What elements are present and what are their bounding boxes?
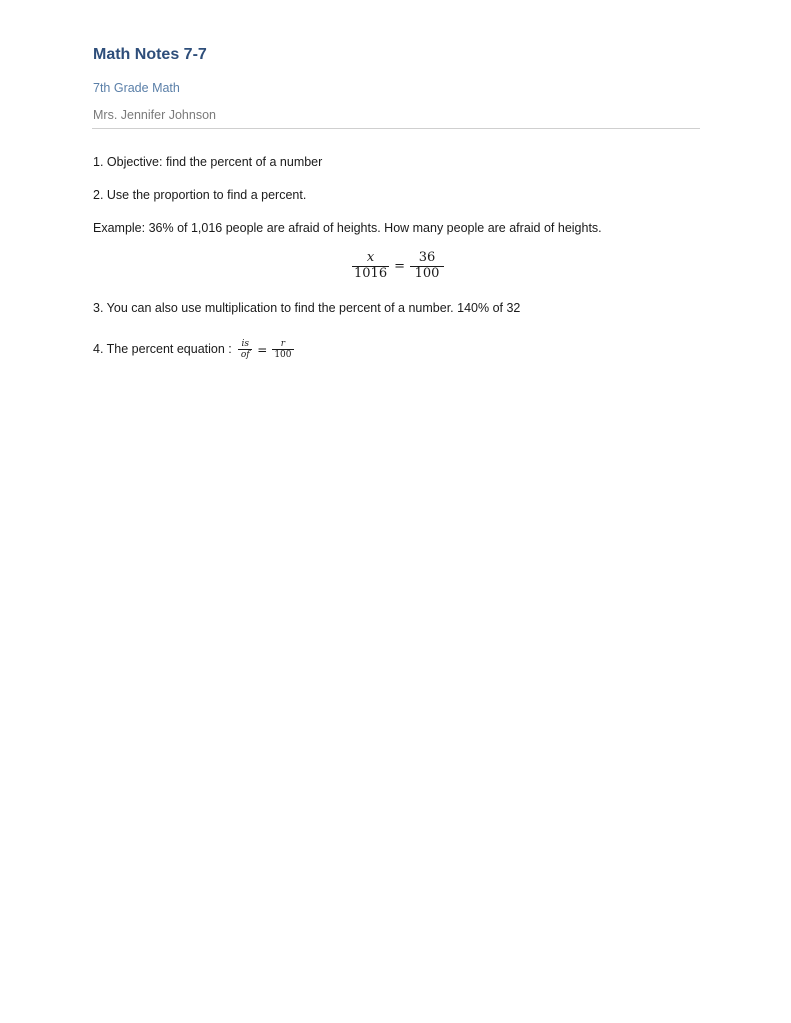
right-fraction — [410, 251, 444, 282]
left-fraction — [352, 251, 389, 282]
of-denominator: of — [240, 350, 250, 361]
right-numerator: 36 — [418, 250, 436, 265]
r-numerator: r — [280, 339, 286, 349]
document-subtitle: 7th Grade Math — [93, 81, 180, 95]
note-objective: 1. Objective: find the percent of a number — [93, 155, 323, 169]
note-example: Example: 36% of 1,016 people are afraid of heights. How many people are afraid of heights. — [93, 221, 602, 235]
is-numerator: is — [241, 339, 249, 349]
r-fraction — [272, 339, 293, 361]
percent-equation — [238, 339, 293, 361]
document-title: Math Notes 7-7 — [93, 46, 207, 63]
hundred-denominator: 100 — [274, 350, 292, 361]
equals-sign: = — [257, 342, 268, 357]
percent-equation-label: 4. The percent equation : — [93, 342, 232, 357]
proportion-equation — [352, 251, 444, 282]
note-percent-equation — [93, 339, 294, 361]
left-numerator: x — [366, 250, 375, 265]
left-denominator: 1016 — [354, 265, 388, 281]
is-of-fraction — [238, 339, 252, 361]
header-divider — [92, 128, 700, 129]
document-author: Mrs. Jennifer Johnson — [93, 108, 216, 122]
note-proportion: 2. Use the proportion to find a percent. — [93, 188, 307, 202]
right-denominator: 100 — [414, 265, 440, 281]
equals-sign: = — [394, 258, 405, 274]
note-multiplication: 3. You can also use multiplication to find the percent of a number. 140% of 32 — [93, 301, 521, 315]
